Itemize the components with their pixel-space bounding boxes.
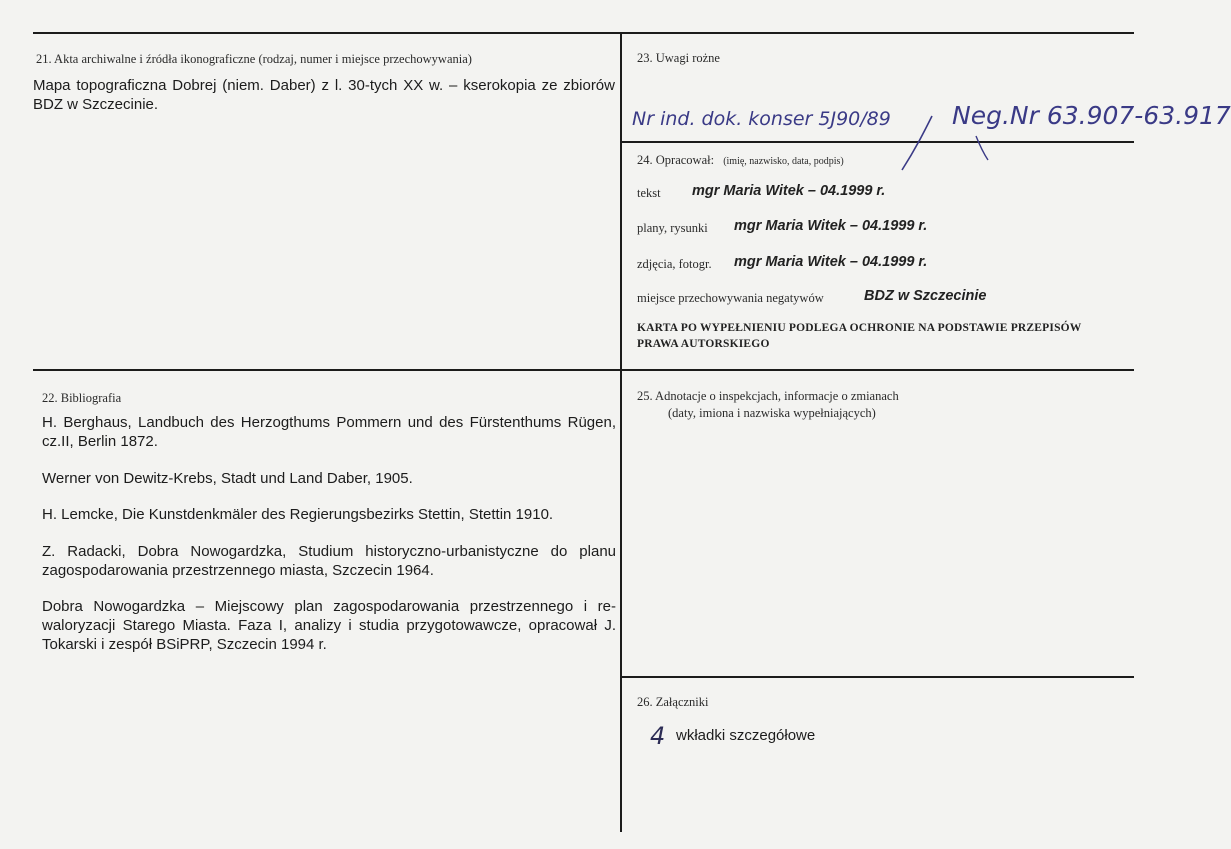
row-plans-label: plany, rysunki <box>637 221 708 235</box>
attachments-text: wkładki szczegółowe <box>676 727 816 744</box>
row-photos-value: mgr Maria Witek – 04.1999 r. <box>734 254 928 270</box>
handwritten-negative-numbers: Neg.Nr 63.907-63.917 <box>952 101 1231 130</box>
section24-label-title: 24. Opracował: <box>637 153 715 167</box>
section25-label-line1: 25. Adnotacje o inspekcjach, informacje o zmianach <box>637 389 899 403</box>
copyright-notice-line1: KARTA PO WYPEŁNIENIU PODLEGA OCHRONIE NA PODSTAWIE PRZEPISÓW <box>637 322 1082 334</box>
bibliography-entry-5: Dobra Nowogardzka – Miejscowy plan zagospodarowania przestrzennego i re-waloryzacji Starego Miasta. Faza I, analizy i studia przygotowawcze, opracował J. Tokarski i zespół BSiPRP, Szczecin 1994 r. <box>42 598 616 653</box>
section21-label: 21. Akta archiwalne i źródła ikonograficzne (rodzaj, numer i miejsce przechowywania) <box>36 52 472 66</box>
copyright-notice <box>637 320 1132 352</box>
right-rule-23 <box>622 141 1134 143</box>
row-photos-label: zdjęcia, fotogr. <box>637 257 712 271</box>
row-plans-value: mgr Maria Witek – 04.1999 r. <box>734 218 928 234</box>
section25-label-line2: (daty, imiona i nazwiska wypełniających) <box>668 406 876 420</box>
copyright-notice-line2: PRAWA AUTORSKIEGO <box>637 338 770 350</box>
bibliography-entry-3: H. Lemcke, Die Kunstdenkmäler des Regierungsbezirks Stettin, Stettin 1910. <box>42 506 554 523</box>
mid-rule <box>33 369 1134 371</box>
row-negatives-label: miejsce przechowywania negatywów <box>637 291 824 305</box>
row-text-label: tekst <box>637 186 661 200</box>
section21-text: Mapa topograficzna Dobrej (niem. Daber) z l. 30-tych XX w. – kserokopia ze zbiorów BDZ w Szczecinie. <box>33 77 615 113</box>
section24-label <box>637 153 844 168</box>
section24-label-note: (imię, nazwisko, data, podpis) <box>723 156 844 167</box>
column-divider <box>620 32 622 832</box>
section22-label: 22. Bibliografia <box>42 391 122 405</box>
row-negatives-value: BDZ w Szczecinie <box>864 288 987 304</box>
right-rule-26 <box>622 676 1134 678</box>
bibliography-entry-1: H. Berghaus, Landbuch des Herzogthums Pommern und des Fürstenthums Rügen, cz.II, Berlin 1872. <box>42 414 616 450</box>
section23-label: 23. Uwagi rożne <box>637 51 720 65</box>
handwritten-register-number: Nr ind. dok. konser 5J90/89 <box>632 108 891 130</box>
bibliography-entry-4: Z. Radacki, Dobra Nowogardzka, Studium historyczno-urbanistyczne do planu zagospodarowania przestrzennego miasta, Szczecin 1964. <box>42 543 616 579</box>
handwritten-attachment-count: 4 <box>650 722 666 750</box>
bibliography-entry-2: Werner von Dewitz-Krebs, Stadt und Land Daber, 1905. <box>42 470 413 487</box>
row-text-value: mgr Maria Witek – 04.1999 r. <box>692 183 886 199</box>
section26-label: 26. Załączniki <box>637 695 709 709</box>
top-rule <box>33 32 1134 34</box>
handwritten-underline-stroke <box>880 112 950 182</box>
